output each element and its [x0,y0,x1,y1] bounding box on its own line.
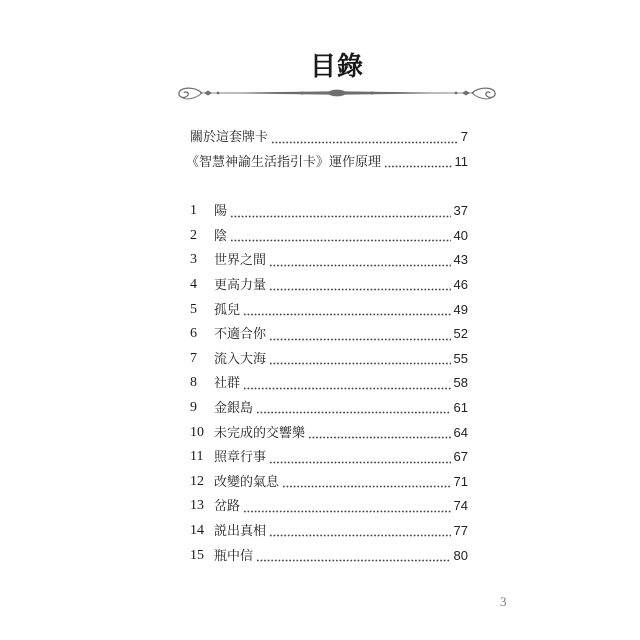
toc-entry [190,125,468,150]
toc-chapter-number: 1 [190,203,197,219]
toc-entry-label: 瓶中信 [214,547,254,563]
toc-entry [190,519,468,544]
toc-chapter-number: 10 [190,424,204,440]
toc-entry-page: 80 [453,547,468,563]
toc-chapter-number: 5 [190,301,197,317]
toc-entry-page: 67 [453,449,468,465]
toc-chapter-number: 4 [190,277,197,293]
toc-entry-label: 金銀島 [214,400,254,416]
page-title: 目錄 [309,52,364,82]
toc-chapter-number: 13 [190,498,204,514]
toc-entry-label: 照章行事 [214,449,267,465]
toc-entry-label: 更高力量 [214,277,267,293]
toc-entry [190,224,468,249]
toc-entry [190,470,468,495]
toc-entry [190,396,468,421]
toc-leader-dots [243,387,451,390]
toc-leader-dots [243,510,451,513]
toc-entry [190,445,468,470]
toc-leader-dots [269,534,451,537]
toc-entry-label: 流入大海 [214,350,267,366]
toc-entry [190,543,468,568]
toc-leader-dots [269,288,451,291]
toc-leader-dots [256,411,451,414]
toc-entry-page: 74 [453,498,468,514]
toc-entry-page: 77 [453,523,468,539]
toc-leader-dots [271,141,458,144]
toc-entry-label: 陰 [214,227,228,243]
page-number: 3 [500,594,507,609]
toc-chapter-number: 7 [190,350,197,366]
toc-leader-dots [269,264,451,267]
toc-entry [186,150,468,175]
toc-leader-dots [269,461,451,464]
toc-entry-label: 《智慧神諭生活指引卡》運作原理 [186,153,382,169]
toc-entry [190,248,468,273]
toc-chapter-number: 15 [190,547,204,563]
toc-entry-page: 55 [453,350,468,366]
toc-entry-page: 7 [460,129,468,145]
toc-leader-dots [269,362,451,365]
toc-chapter-number: 3 [190,252,197,268]
toc-entry-page: 71 [453,473,468,489]
toc-entry-label: 陽 [214,203,228,219]
toc-entry-label: 孤兒 [214,301,241,317]
toc-entry-page: 58 [453,375,468,391]
toc-entry-page: 52 [453,326,468,342]
toc-entry-label: 關於這套牌卡 [190,129,269,145]
toc-entry [190,273,468,298]
toc-chapter-number: 6 [190,326,197,342]
toc-chapter-number: 14 [190,523,204,539]
toc-entry [190,322,468,347]
toc-entry [190,199,468,224]
toc-leader-dots [243,313,451,316]
toc-front-matter [186,125,468,174]
toc-entry-page: 43 [453,252,468,268]
toc-leader-dots [269,338,451,341]
toc-chapter-list [190,199,468,568]
toc-leader-dots [282,485,451,488]
toc-entry-page: 46 [453,277,468,293]
toc-leader-dots [308,436,451,439]
toc-entry [190,371,468,396]
toc-entry [190,494,468,519]
toc-chapter-number: 9 [190,400,197,416]
toc-entry-page: 40 [453,227,468,243]
toc-entry-page: 49 [453,301,468,317]
toc-entry-page: 61 [453,400,468,416]
toc-leader-dots [230,215,451,218]
toc-entry-page: 64 [453,424,468,440]
ornament-divider-icon [174,85,500,101]
toc-entry-label: 説出真相 [214,523,267,539]
toc-entry-label: 不適合你 [214,326,267,342]
toc-entry-label: 改變的氣息 [214,473,280,489]
toc-entry [190,347,468,372]
toc-entry-label: 岔路 [214,498,241,514]
toc-chapter-number: 8 [190,375,197,391]
toc-chapter-number: 2 [190,227,197,243]
toc-entry [190,420,468,445]
toc-entry-page: 11 [454,153,468,169]
toc-leader-dots [230,239,451,242]
toc-entry-label: 社群 [214,375,241,391]
toc-entry-label: 世界之間 [214,252,267,268]
toc-leader-dots [256,559,451,562]
toc-chapter-number: 11 [190,449,204,465]
toc-leader-dots [384,165,451,168]
toc-entry-page: 37 [453,203,468,219]
toc-entry [190,297,468,322]
toc-chapter-number: 12 [190,473,204,489]
toc-entry-label: 未完成的交響樂 [214,424,306,440]
